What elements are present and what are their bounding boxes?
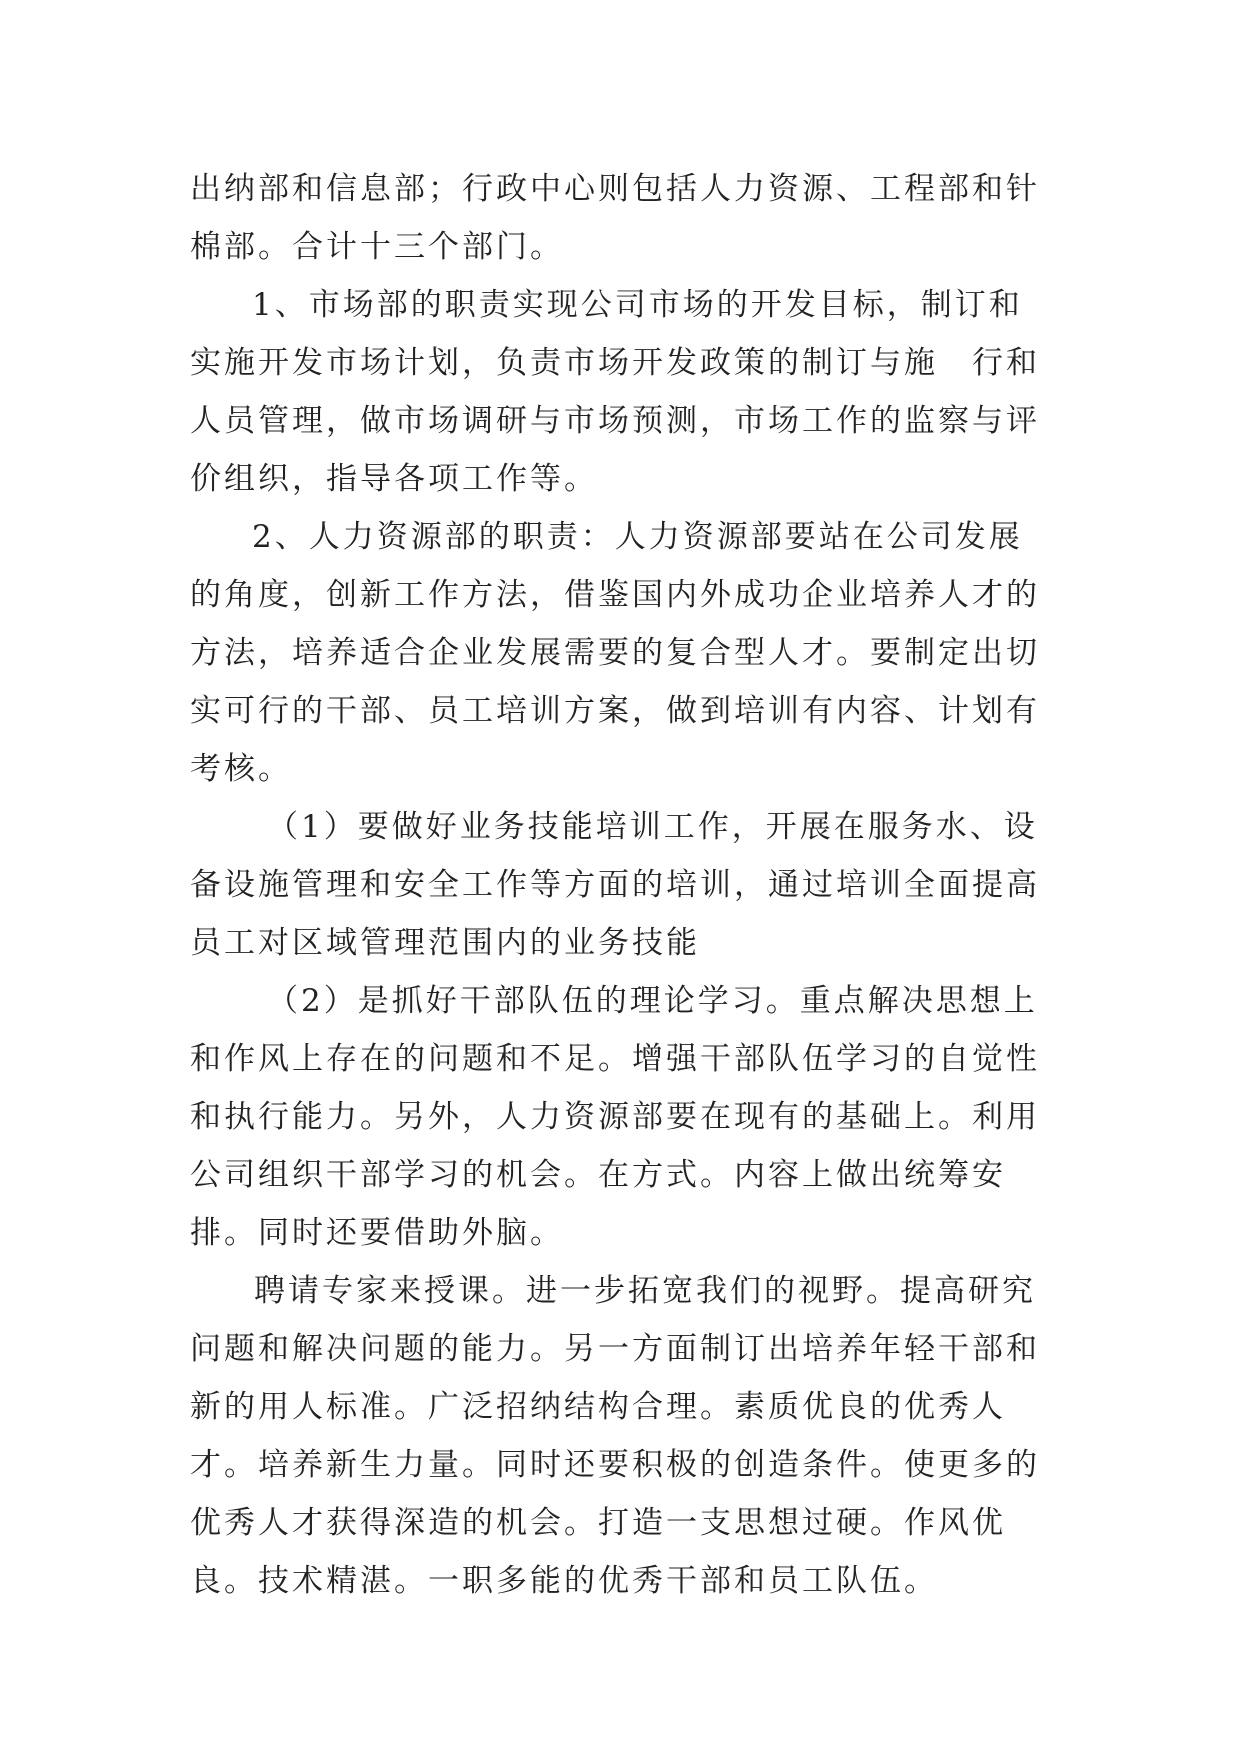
paragraph-marketing-duties: 1、市场部的职责实现公司市场的开发目标，制订和实施开发市场计划，负责市场开发政策的制订与施 行和人员管理，做市场调研与市场预测，市场工作的监察与评价组织，指导各项工作等。 — [190, 287, 1040, 497]
body-text — [190, 160, 1050, 1610]
paragraph-departments-summary: 出纳部和信息部；行政中心则包括人力资源、工程部和针棉部。合计十三个部门。 — [190, 171, 1040, 265]
paragraph-cadre-study: （2）是抓好干部队伍的理论学习。重点解决思想上和作风上存在的问题和不足。增强干部队伍学习的自觉性和执行能力。另外，人力资源部要在现有的基础上。利用公司组织干部学习的机会。在方式。内容上做出统筹安排。同时还要借助外脑。 — [190, 983, 1040, 1251]
paragraph-skill-training: （1）要做好业务技能培训工作，开展在服务水、设备设施管理和安全工作等方面的培训，通过培训全面提高员工对区域管理范围内的业务技能 — [190, 809, 1040, 961]
paragraph-hr-duties: 2、人力资源部的职责：人力资源部要站在公司发展的角度，创新工作方法，借鉴国内外成功企业培养人才的方法，培养适合企业发展需要的复合型人才。要制定出切实可行的干部、员工培训方案，做到培训有内容、计划有考核。 — [190, 519, 1040, 787]
paragraph-expert-lectures: 聘请专家来授课。进一步拓宽我们的视野。提高研究问题和解决问题的能力。另一方面制订出培养年轻干部和新的用人标准。广泛招纳结构合理。素质优良的优秀人才。培养新生力量。同时还要积极的创造条件。使更多的优秀人才获得深造的机会。打造一支思想过硬。作风优良。技术精湛。一职多能的优秀干部和员工队伍。 — [190, 1273, 1040, 1599]
